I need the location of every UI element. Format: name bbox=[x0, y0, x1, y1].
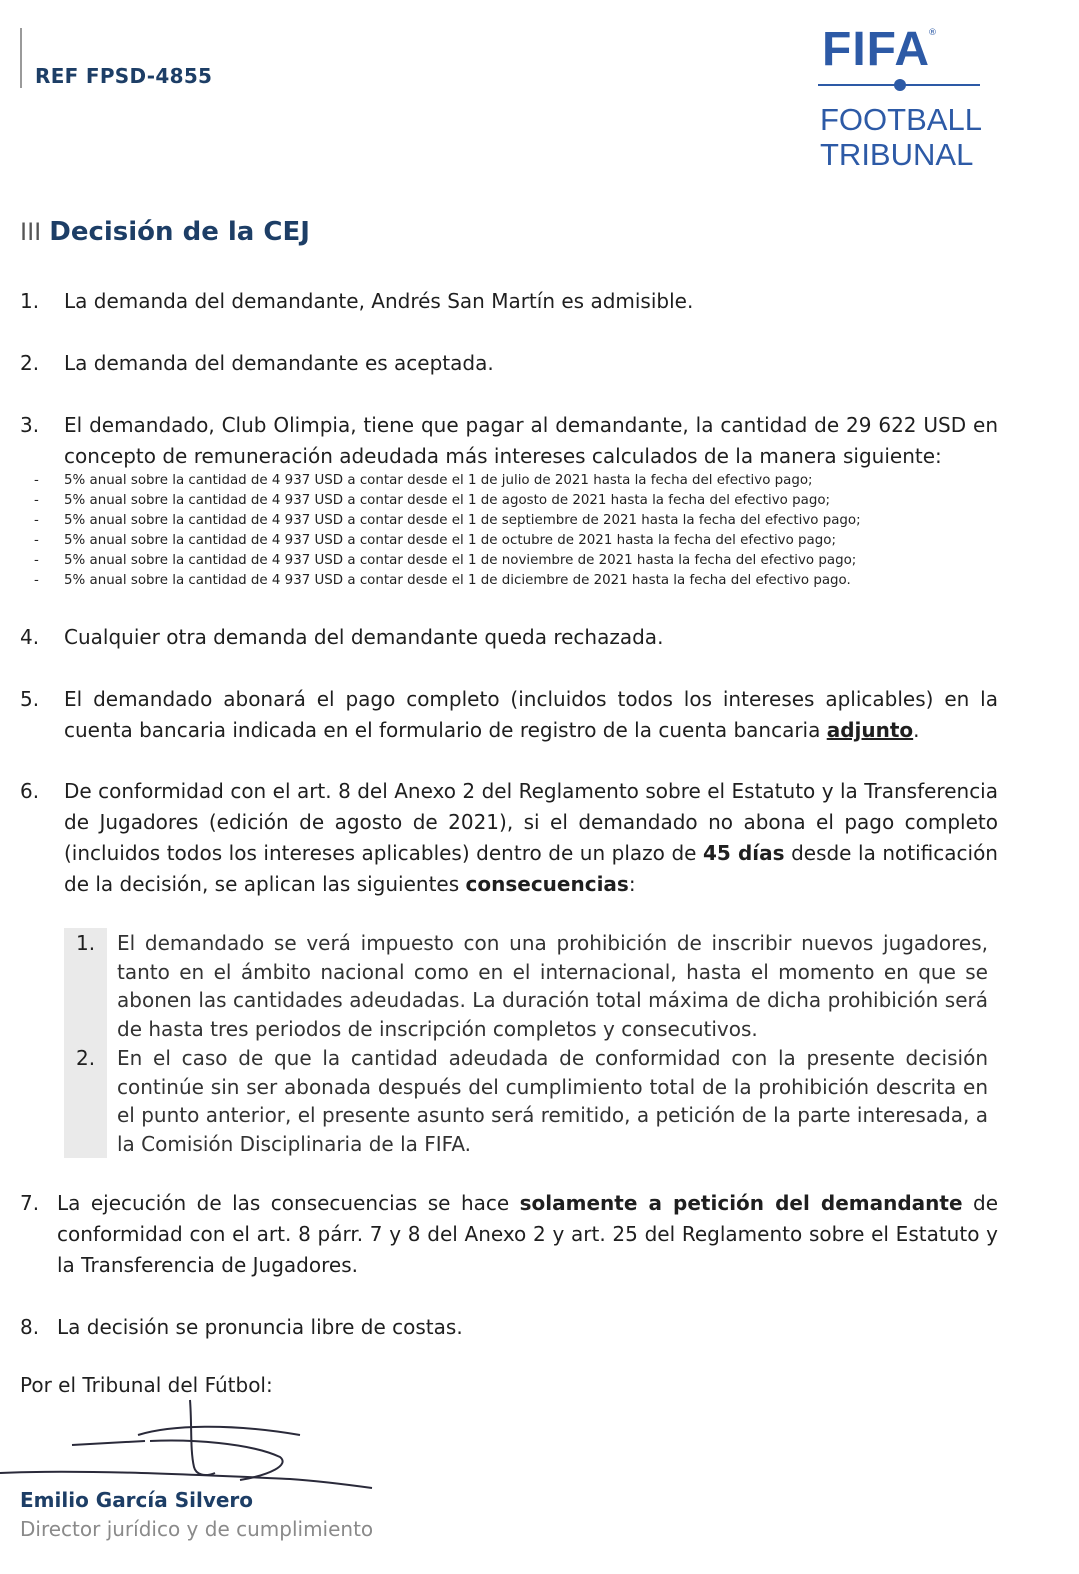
item-text: El demandado abonará el pago completo (incluidos todos los intereses aplicables) en la cuenta bancaria indicada en el formulario de registro de la cuenta bancaria adjunto. bbox=[64, 687, 998, 742]
header-divider bbox=[20, 28, 22, 88]
item-number: 7. bbox=[20, 1191, 40, 1215]
item-text: La decisión se pronuncia libre de costas. bbox=[57, 1315, 463, 1339]
decision-item-7 bbox=[20, 1188, 998, 1281]
logo-brand: FIFA bbox=[822, 23, 930, 76]
item-text: De conformidad con el art. 8 del Anexo 2 del Reglamento sobre el Estatuto y la Transferencia de Jugadores (edición de agosto de 2021), si el demandado no abona el pago completo (incluidos todos los intereses aplicables) dentro de un plazo de 45 días desde la notificación de la decisión, se aplican las siguientes consecuencias: bbox=[64, 779, 998, 896]
consequence-number: 1. bbox=[76, 931, 96, 955]
list-item: - 5% anual sobre la cantidad de 4 937 USD a contar desde el 1 de agosto de 2021 hasta la fecha del efectivo pago; bbox=[34, 493, 831, 508]
logo-line-tribunal: TRIBUNAL bbox=[820, 137, 974, 172]
logo-dot bbox=[894, 79, 906, 91]
reference-number: REF FPSD-4855 bbox=[35, 64, 213, 88]
item-number: 1. bbox=[20, 289, 40, 313]
decision-item-5 bbox=[20, 684, 998, 746]
decision-item-1 bbox=[20, 286, 998, 317]
section-marker: III bbox=[20, 218, 42, 246]
consequences-list bbox=[64, 928, 988, 1158]
item-number: 6. bbox=[20, 779, 40, 803]
deadline: 45 días bbox=[702, 841, 785, 865]
item-text: La demanda del demandante es aceptada. bbox=[64, 351, 494, 375]
decision-item-8 bbox=[20, 1312, 998, 1343]
signatory-name: Emilio García Silvero bbox=[20, 1488, 254, 1512]
item-number: 8. bbox=[20, 1315, 40, 1339]
logo-registered-mark: ® bbox=[928, 28, 937, 38]
decision-item-4 bbox=[20, 622, 998, 653]
attachment-link[interactable]: adjunto bbox=[826, 718, 914, 742]
item-number: 5. bbox=[20, 687, 40, 711]
list-item: - 5% anual sobre la cantidad de 4 937 USD a contar desde el 1 de septiembre de 2021 hasta la fecha del efectivo pago; bbox=[34, 513, 861, 528]
decision-item-6 bbox=[20, 776, 998, 900]
fifa-football-tribunal-logo bbox=[818, 22, 988, 172]
section-title: Decisión de la CEJ bbox=[49, 217, 310, 247]
signatory-role: Director jurídico y de cumplimiento bbox=[20, 1517, 374, 1541]
signature-intro: Por el Tribunal del Fútbol: bbox=[20, 1373, 273, 1397]
item-text: Cualquier otra demanda del demandante queda rechazada. bbox=[64, 625, 664, 649]
list-item: - 5% anual sobre la cantidad de 4 937 USD a contar desde el 1 de noviembre de 2021 hasta la fecha del efectivo pago; bbox=[34, 553, 857, 568]
consequence-text: En el caso de que la cantidad adeudada de conformidad con la presente decisión continúe sin ser abonada después del cumplimiento total de la prohibición descrita en el punto anterior, el presente asunto será remitido, a petición de la parte interesada, a la Comisión Disciplinaria de la FIFA. bbox=[117, 1046, 988, 1156]
consequence-number: 2. bbox=[76, 1046, 96, 1070]
section-heading bbox=[20, 217, 310, 247]
item-text: La ejecución de las consecuencias se hace solamente a petición del demandante de conformidad con el art. 8 párr. 7 y 8 del Anexo 2 y art. 25 del Reglamento sobre el Estatuto y la Transferencia de Jugadores. bbox=[57, 1191, 999, 1277]
list-item bbox=[64, 1044, 988, 1158]
logo-line-football: FOOTBALL bbox=[820, 102, 982, 137]
item-number: 4. bbox=[20, 625, 40, 649]
item-number: 3. bbox=[20, 413, 40, 437]
list-item: - 5% anual sobre la cantidad de 4 937 USD a contar desde el 1 de octubre de 2021 hasta la fecha del efectivo pago; bbox=[34, 533, 836, 548]
item-number: 2. bbox=[20, 351, 40, 375]
list-item: - 5% anual sobre la cantidad de 4 937 USD a contar desde el 1 de julio de 2021 hasta la fecha del efectivo pago; bbox=[34, 473, 813, 488]
list-item bbox=[64, 929, 988, 1043]
list-item: - 5% anual sobre la cantidad de 4 937 USD a contar desde el 1 de diciembre de 2021 hasta la fecha del efectivo pago. bbox=[34, 573, 851, 588]
interest-list bbox=[34, 471, 934, 591]
decision-item-3 bbox=[20, 410, 998, 472]
consequence-text: El demandado se verá impuesto con una prohibición de inscribir nuevos jugadores, tanto en el ámbito nacional como en el internacional, hasta el momento en que se abonen las cantidades adeudadas. La duración total máxima de dicha prohibición será de hasta tres periodos de inscripción completos y consecutivos. bbox=[117, 931, 988, 1041]
item-text: El demandado, Club Olimpia, tiene que pagar al demandante, la cantidad de 29 622 USD en concepto de remuneración adeudada más intereses calculados de la manera siguiente: bbox=[64, 413, 998, 468]
item-text: La demanda del demandante, Andrés San Martín es admisible. bbox=[64, 289, 694, 313]
decision-item-2 bbox=[20, 348, 998, 379]
